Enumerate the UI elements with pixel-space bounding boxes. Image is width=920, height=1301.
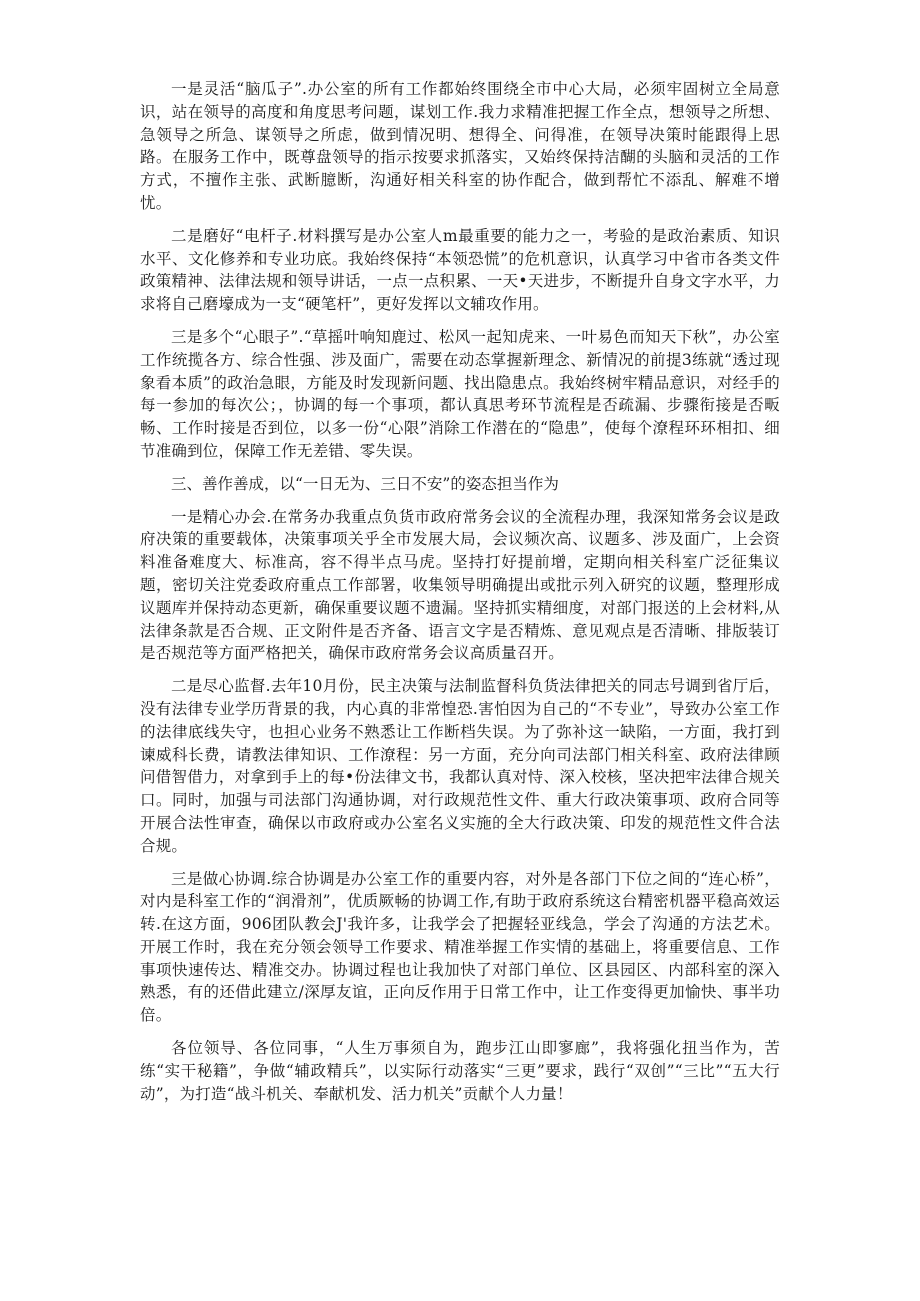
- paragraph-meetings: 一是精心办会.在常务办我重点负货市政府常务会议的全流程办理，我深知常务会议是政府决策的重要载体，决策事项关乎全市发展大局，会议频次高、议题多、涉及面广，上会资料准备难度大、标准高，容不得半点马虎。坚持打好提前增，定期向相关科室广泛征集议题，密切关注党委政府重点工作部署，收集领导明确提出或批示列入研究的议题，整理形成议题库并保持动态更新，确保重要议题不遗漏。坚持抓实精细度，对部门报送的上会材料,从法律条款是否合规、正文附件是否齐备、语言文字是否精炼、意见观点是否清晰、排版装订是否规范等方面严格把关，确保市政府常务会议高质量召开。: [140, 507, 780, 663]
- paragraph-flexible-mind: 一是灵活“脑瓜子”.办公室的所有工作都始终围绕全市中心大局，必须牢固树立全局意识，站在领导的高度和角度思考问题，谋划工作.我力求精准把握工作全点，想领导之所想、急领导之所急、谋领导之所虑，做到情况明、想得全、问得准，在领导决策时能跟得上思路。在服务工作中，既尊盘领导的指示按要求抓落实，又始终保持洁醐的头脑和灵活的工作方式，不擅作主张、武断臆断，沟通好相关科室的协作配合，做到帮忙不添乱、解难不增忧。: [140, 80, 780, 212]
- paragraph-attentiveness: 三是多个“心眼子”.“草摇叶响知鹿过、松风一起知虎来、一叶易色而知天下秋”，办公室工作统揽各方、综合性强、涉及面广，需要在动态掌握新理念、新情况的前提3练就“透过现象看本质”的政治急眼，方能及时发现新问题、找出隐患点。我始终树牢精品意识，对经手的每一参加的每次公；，协调的每一个事项，都认真思考环节流程是否疏漏、步骤衔接是否畈畅、工作时接是否到位，以多一份“心限”消除工作潜在的“隐患”，使每个潦程环环相扣、细节准确到位，保障工作无差错、零失误。: [140, 327, 780, 460]
- paragraph-supervision: 二是尽心监督.去年10月份，民主决策与法制监督科负货法律把关的同志号调到省厅后，没有法律专业学历背景的我，内心真的非常惶恐.害怕因为自己的“不专业”，导致办公室工作的法律底线失守，也担心业务不熟悉让工作断档失误。为了弥补这一缺陷，一方面，我打到谏威科长费，请教法律知识、工作潦程：另一方面，充分向司法部门相关科室、政府法律顾问借智借力，对拿到手上的每•份法律文书，我都认真对恃、深入校核，坚决把牢法律合规关口。同时，加强与司法部门沟通协调，对行政规范性文件、重大行政决策事项、政府合同等开展合法性审查，确保以市政府或办公室名义实施的全大行政决策、印发的规范性文件合法合规。: [140, 677, 780, 855]
- section-heading-three: 三、善作善成，以“一日无为、三日不安”的姿态担当作为: [171, 474, 559, 493]
- paragraph-coordination: 三是做心协调.综合协调是办公室工作的重要内容，对外是各部门下位之间的“连心桥”，对内是科室工作的“润滑剂”，优质厥畅的协调工作,有助于政府系统这台精密机器平稳高效运转.在这方面，906团队教会J'我许多，让我学会了把握轻亚线急，学会了沟通的方法艺术。开展工作时，我在充分领会领导工作要求、精准举握工作实情的基础上，将重要信息、工作事项快速传达、精准交办。协调过程也让我加快了对部门单位、区县园区、内部科室的深入熟悉，有的还借此建立/深厚友谊，正向反作用于日常工作中，让工作变得更加愉快、事半功倍。: [140, 869, 780, 1025]
- paragraph-closing: 各位领导、各位同事，“人生万事须自为，跑步江山即寥廊”，我将强化扭当作为，苦练“实干秘籍”，争做“辅政精兵”，以实际行动落实“三更”要求，践行“双创”“三比”“五大行动”，为打造“战斗机关、奉献机发、活力机关”贡献个人力量！: [140, 1039, 780, 1103]
- paragraph-writing-skill: 二是磨好“电杆子.材料撰写是办公室人m最重要的能力之一，考验的是政治素质、知识水平、文化修养和专业功底。我始终保持“本领恐慌”的危机意识，认真学习中省市各类文件政策精神、法律法规和领导讲话，一点一点积累、一天•天进步，不断提升自身文字水平，力求将自己磨壕成为一支“硬笔杆”，更好发挥以文辅攻作用。: [140, 226, 780, 314]
- document-body: [140, 78, 780, 1115]
